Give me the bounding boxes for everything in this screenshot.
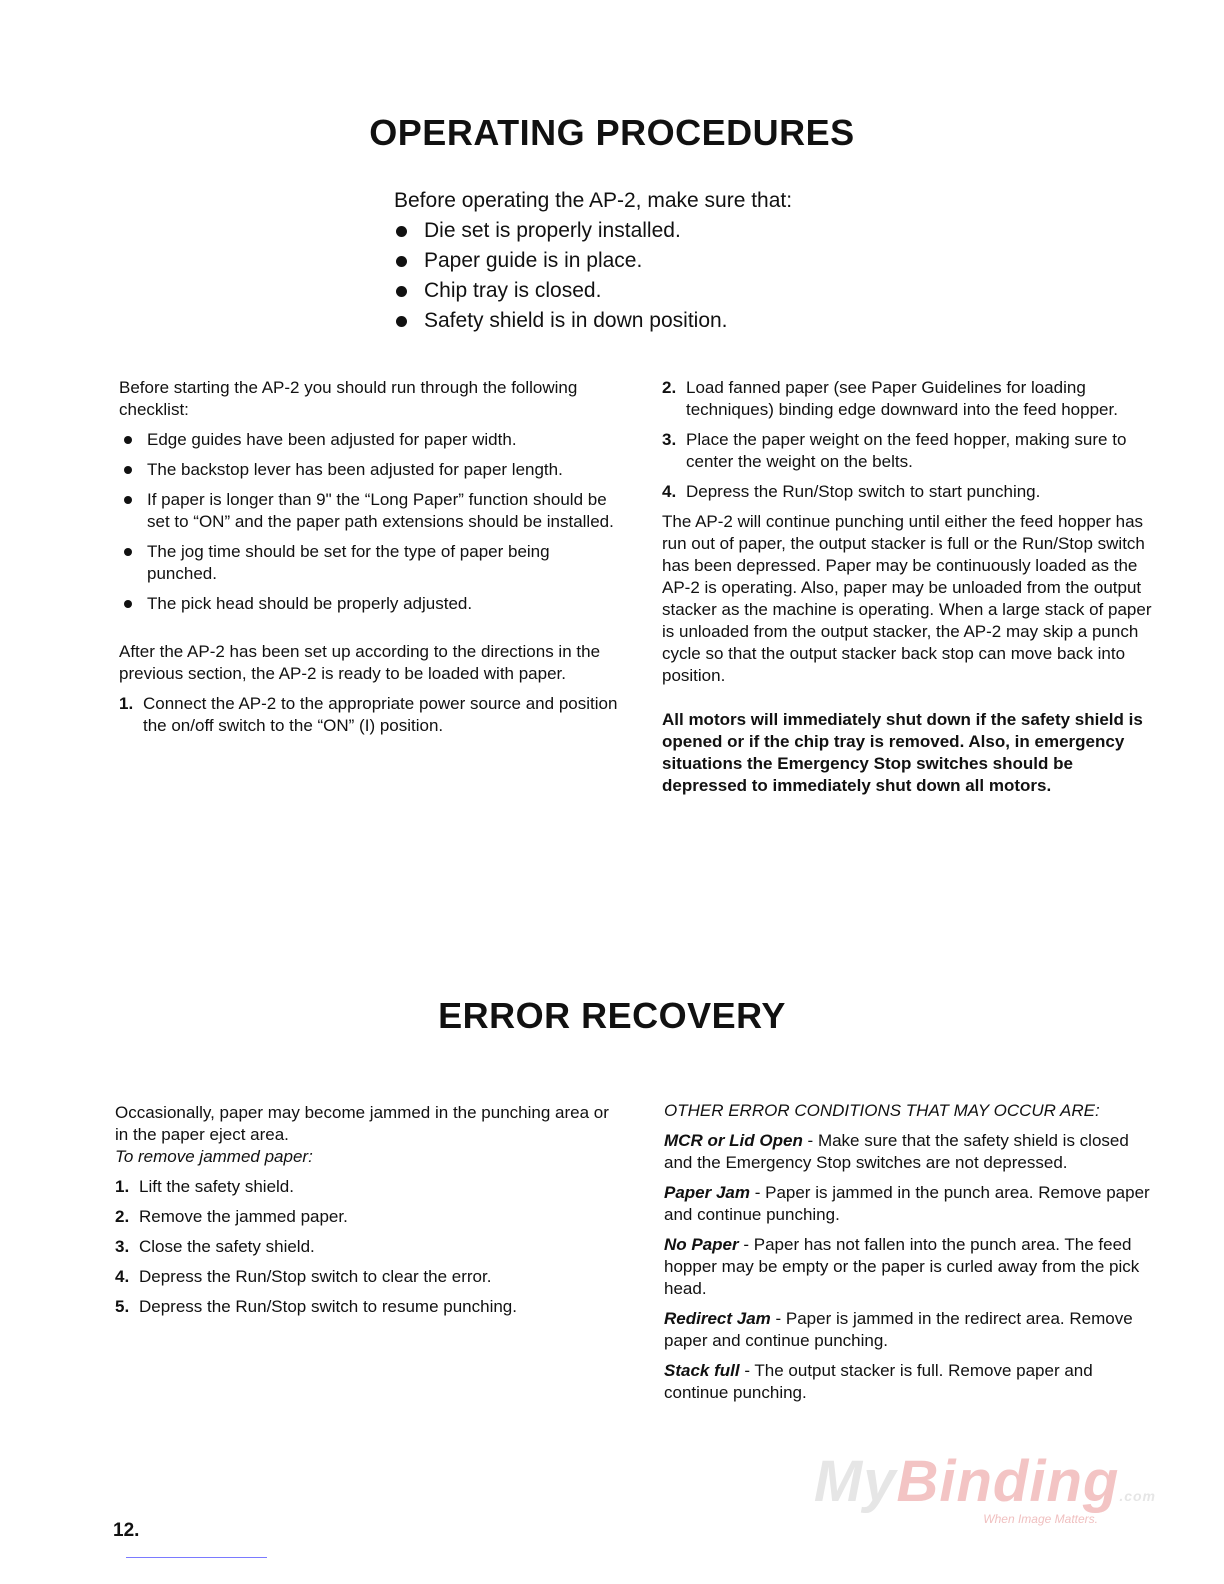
error-condition: Paper Jam - Paper is jammed in the punch area. Remove paper and continue punching. <box>664 1183 1150 1224</box>
checklist <box>119 429 619 615</box>
list-item: 4. Depress the Run/Stop switch to start punching. <box>662 482 1041 501</box>
list-item: 1. Lift the safety shield. <box>115 1177 294 1196</box>
list-item: 3. Place the paper weight on the feed hopper, making sure to center the weight on the belts. <box>662 430 1127 471</box>
bullet-icon <box>396 256 407 267</box>
list-item: Chip tray is closed. <box>394 276 792 306</box>
list-item: 2. Remove the jammed paper. <box>115 1207 348 1226</box>
list-item: Die set is properly installed. <box>394 216 792 246</box>
list-item: 3. Close the safety shield. <box>115 1237 315 1256</box>
error-left-column <box>115 1102 615 1318</box>
watermark-tagline: When Image Matters. <box>983 1512 1098 1526</box>
operating-left-column <box>119 377 619 737</box>
bullet-icon <box>124 548 132 556</box>
list-item: Edge guides have been adjusted for paper width. <box>119 429 619 451</box>
step-list <box>115 1176 615 1318</box>
operating-title: OPERATING PROCEDURES <box>369 112 855 153</box>
bullet-icon <box>396 286 407 297</box>
bullet-icon <box>124 436 132 444</box>
bullet-icon <box>396 316 407 327</box>
list-item: The backstop lever has been adjusted for paper length. <box>119 459 619 481</box>
error-condition: MCR or Lid Open - Make sure that the safety shield is closed and the Emergency Stop switches are not depressed. <box>664 1131 1129 1172</box>
footer-rule <box>126 1557 267 1558</box>
step-list <box>662 377 1154 503</box>
list-item: Safety shield is in down position. <box>394 306 792 336</box>
error-recovery-title: ERROR RECOVERY <box>438 995 786 1036</box>
page-number: 12. <box>113 1520 140 1541</box>
error-condition: No Paper - Paper has not fallen into the punch area. The feed hopper may be empty or the paper is curled away from the pick head. <box>664 1235 1140 1298</box>
bullet-icon <box>396 226 407 237</box>
pre-operation-checks <box>394 186 792 336</box>
error-right-column <box>664 1100 1156 1404</box>
list-item: 4. Depress the Run/Stop switch to clear the error. <box>115 1267 492 1286</box>
bullet-icon <box>124 466 132 474</box>
list-item: The pick head should be properly adjusted. <box>119 593 619 615</box>
intro-text: Before operating the AP-2, make sure that: <box>394 189 793 212</box>
error-conditions-heading: OTHER ERROR CONDITIONS THAT MAY OCCUR ARE: <box>664 1101 1100 1120</box>
bullet-icon <box>124 600 132 608</box>
list-item: 5. Depress the Run/Stop switch to resume punching. <box>115 1297 517 1316</box>
bullet-icon <box>124 496 132 504</box>
operation-paragraph: The AP-2 will continue punching until either the feed hopper has run out of paper, the output stacker is full or the Run/Stop switch has been depressed. Paper may be continuously loaded as the AP-2 is operating. Also, paper may be unloaded from the output stacker as the machine is operating. When a large stack of paper is unloaded from the output stacker, the AP-2 may skip a punch cycle so that the output stacker back stop can move back into position. <box>662 512 1152 685</box>
list-item: The jog time should be set for the type of paper being punched. <box>119 541 619 585</box>
step-list <box>119 693 619 737</box>
error-condition: Stack full - The output stacker is full. Remove paper and continue punching. <box>664 1361 1093 1402</box>
watermark-brand: MyBinding.com <box>813 1449 1156 1514</box>
watermark-logo <box>800 1432 1160 1527</box>
checklist-intro: Before starting the AP-2 you should run through the following checklist: <box>119 378 578 419</box>
error-condition: Redirect Jam - Paper is jammed in the redirect area. Remove paper and continue punching. <box>664 1309 1133 1350</box>
jam-intro: Occasionally, paper may become jammed in the punching area or in the paper eject area. <box>115 1103 609 1144</box>
operating-right-column <box>662 377 1154 797</box>
list-item: Paper guide is in place. <box>394 246 792 276</box>
jam-subheading: To remove jammed paper: <box>115 1147 313 1166</box>
list-item: 2. Load fanned paper (see Paper Guidelines for loading techniques) binding edge downward into the feed hopper. <box>662 378 1118 419</box>
setup-paragraph: After the AP-2 has been set up according to the directions in the previous section, the AP-2 is ready to be loaded with paper. <box>119 642 601 683</box>
list-item: 1. Connect the AP-2 to the appropriate power source and position the on/off switch to the “ON” (I) position. <box>119 694 618 735</box>
safety-warning: All motors will immediately shut down if the safety shield is opened or if the chip tray is removed. Also, in emergency situations the Emergency Stop switches should be depressed to immediately shut down all motors. <box>662 710 1143 795</box>
list-item: If paper is longer than 9" the “Long Paper” function should be set to “ON” and the paper path extensions should be installed. <box>119 489 619 533</box>
